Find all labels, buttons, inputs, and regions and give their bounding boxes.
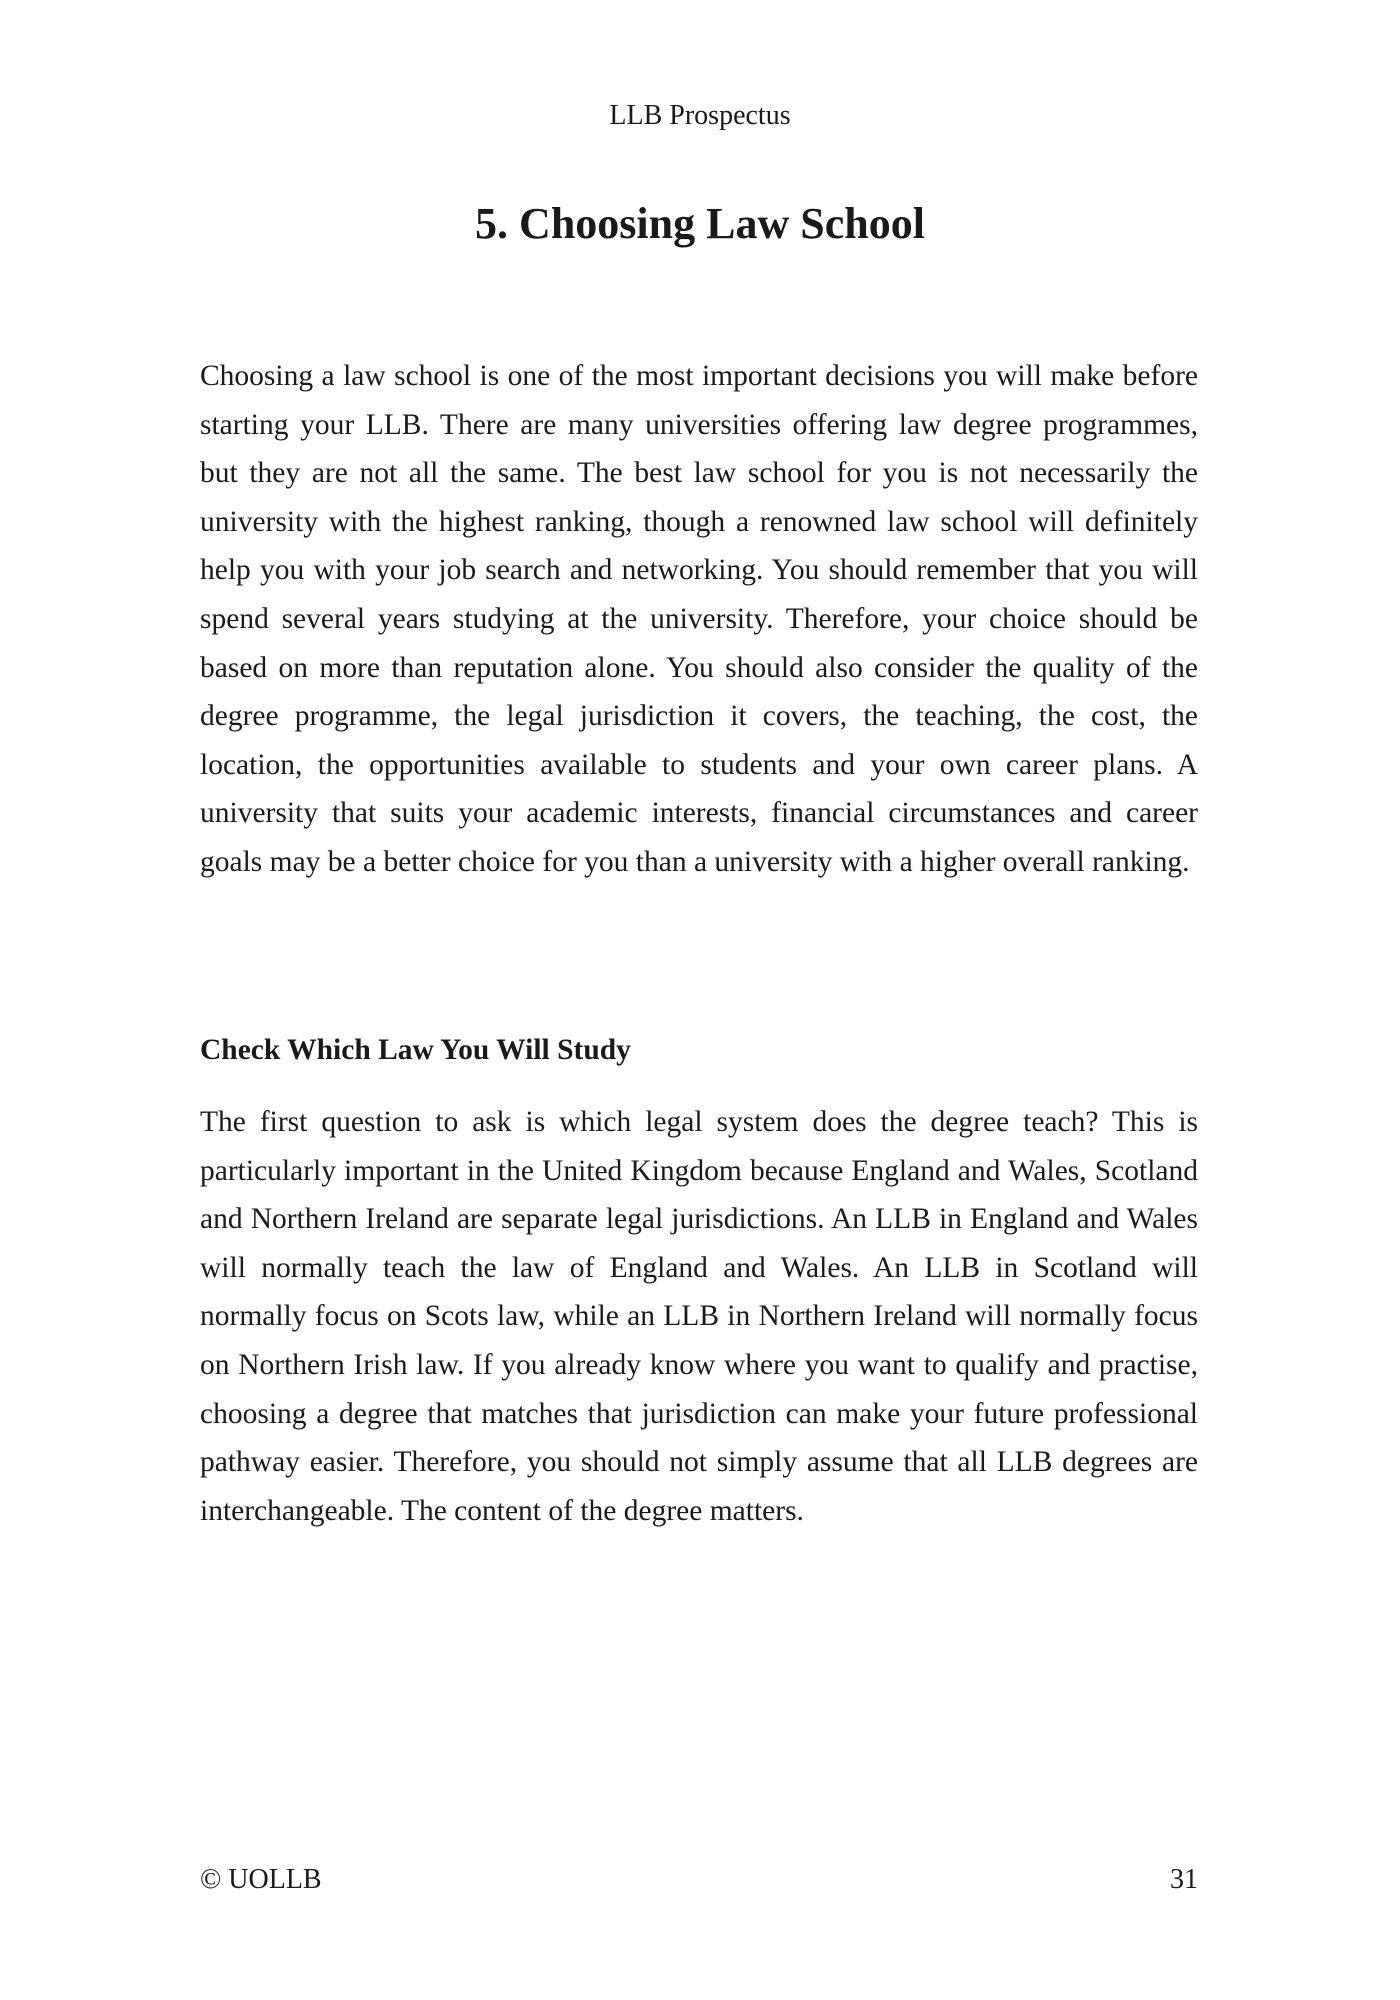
section-heading: Check Which Law You Will Study	[200, 1034, 631, 1066]
chapter-title: 5. Choosing Law School	[475, 199, 925, 248]
intro-paragraph: Choosing a law school is one of the most important decisions you will make before starting your LLB. There are many universities offering law degree programmes, but they are not all the same. The best law school for you is not necessarily the university with the highest ranking, though a renowned law school will definitely help you with your job search and networking. You should remember that you will spend several years studying at the university. Therefore, your choice should be based on more than reputation alone. You should also consider the quality of the degree programme, the legal jurisdiction it covers, the teaching, the cost, the location, the opportunities available to students and your own career plans. A university that suits your academic interests, financial circumstances and career goals may be a better choice for you than a university with a higher overall ranking.	[200, 360, 1198, 878]
section-paragraph: The first question to ask is which legal system does the degree teach? This is particularly important in the United Kingdom because England and Wales, Scotland and Northern Ireland are separate legal jurisdictions. An LLB in England and Wales will normally teach the law of England and Wales. An LLB in Scotland will normally focus on Scots law, while an LLB in Northern Ireland will normally focus on Northern Irish law. If you already know where you want to qualify and practise, choosing a degree that matches that jurisdiction can make your future professional pathway easier. Therefore, you should not simply assume that all LLB degrees are interchangeable. The content of the degree matters.	[200, 1106, 1198, 1527]
copyright-notice: © UOLLB	[200, 1864, 322, 1895]
running-header: LLB Prospectus	[609, 100, 791, 131]
page-number: 31	[1170, 1864, 1198, 1895]
